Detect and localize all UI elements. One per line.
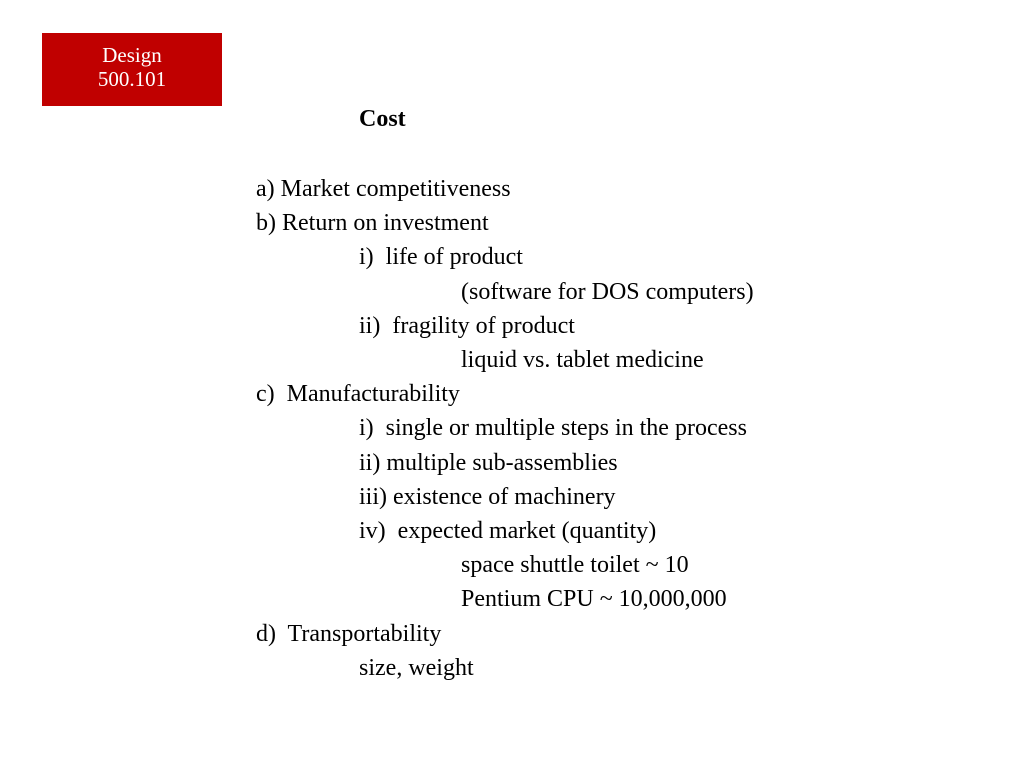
outline-item: iii) existence of machinery: [359, 483, 616, 510]
outline-item: space shuttle toilet ~ 10: [461, 552, 689, 579]
course-badge-line2: 500.101: [97, 67, 167, 91]
outline-item: iv) expected market (quantity): [359, 518, 657, 545]
course-badge-line1: Design: [102, 43, 162, 67]
outline-item: i) single or multiple steps in the process: [359, 415, 747, 442]
outline-item: liquid vs. tablet medicine: [461, 347, 704, 374]
outline-item: ii) fragility of product: [359, 312, 575, 339]
cost-factor-outline: [256, 172, 754, 685]
outline-item: ii) multiple sub-assemblies: [359, 449, 618, 476]
slide-title: Cost: [359, 106, 406, 132]
outline-item: c) Manufacturability: [256, 381, 460, 408]
outline-item: Pentium CPU ~ 10,000,000: [461, 586, 727, 613]
outline-item: d) Transportability: [256, 620, 442, 647]
outline-item: a) Market competitiveness: [256, 176, 511, 202]
outline-item: size, weight: [359, 654, 474, 681]
outline-item: (software for DOS computers): [461, 278, 754, 305]
outline-item: i) life of product: [359, 244, 523, 271]
course-badge: [42, 33, 222, 106]
outline-item: b) Return on investment: [256, 210, 489, 237]
